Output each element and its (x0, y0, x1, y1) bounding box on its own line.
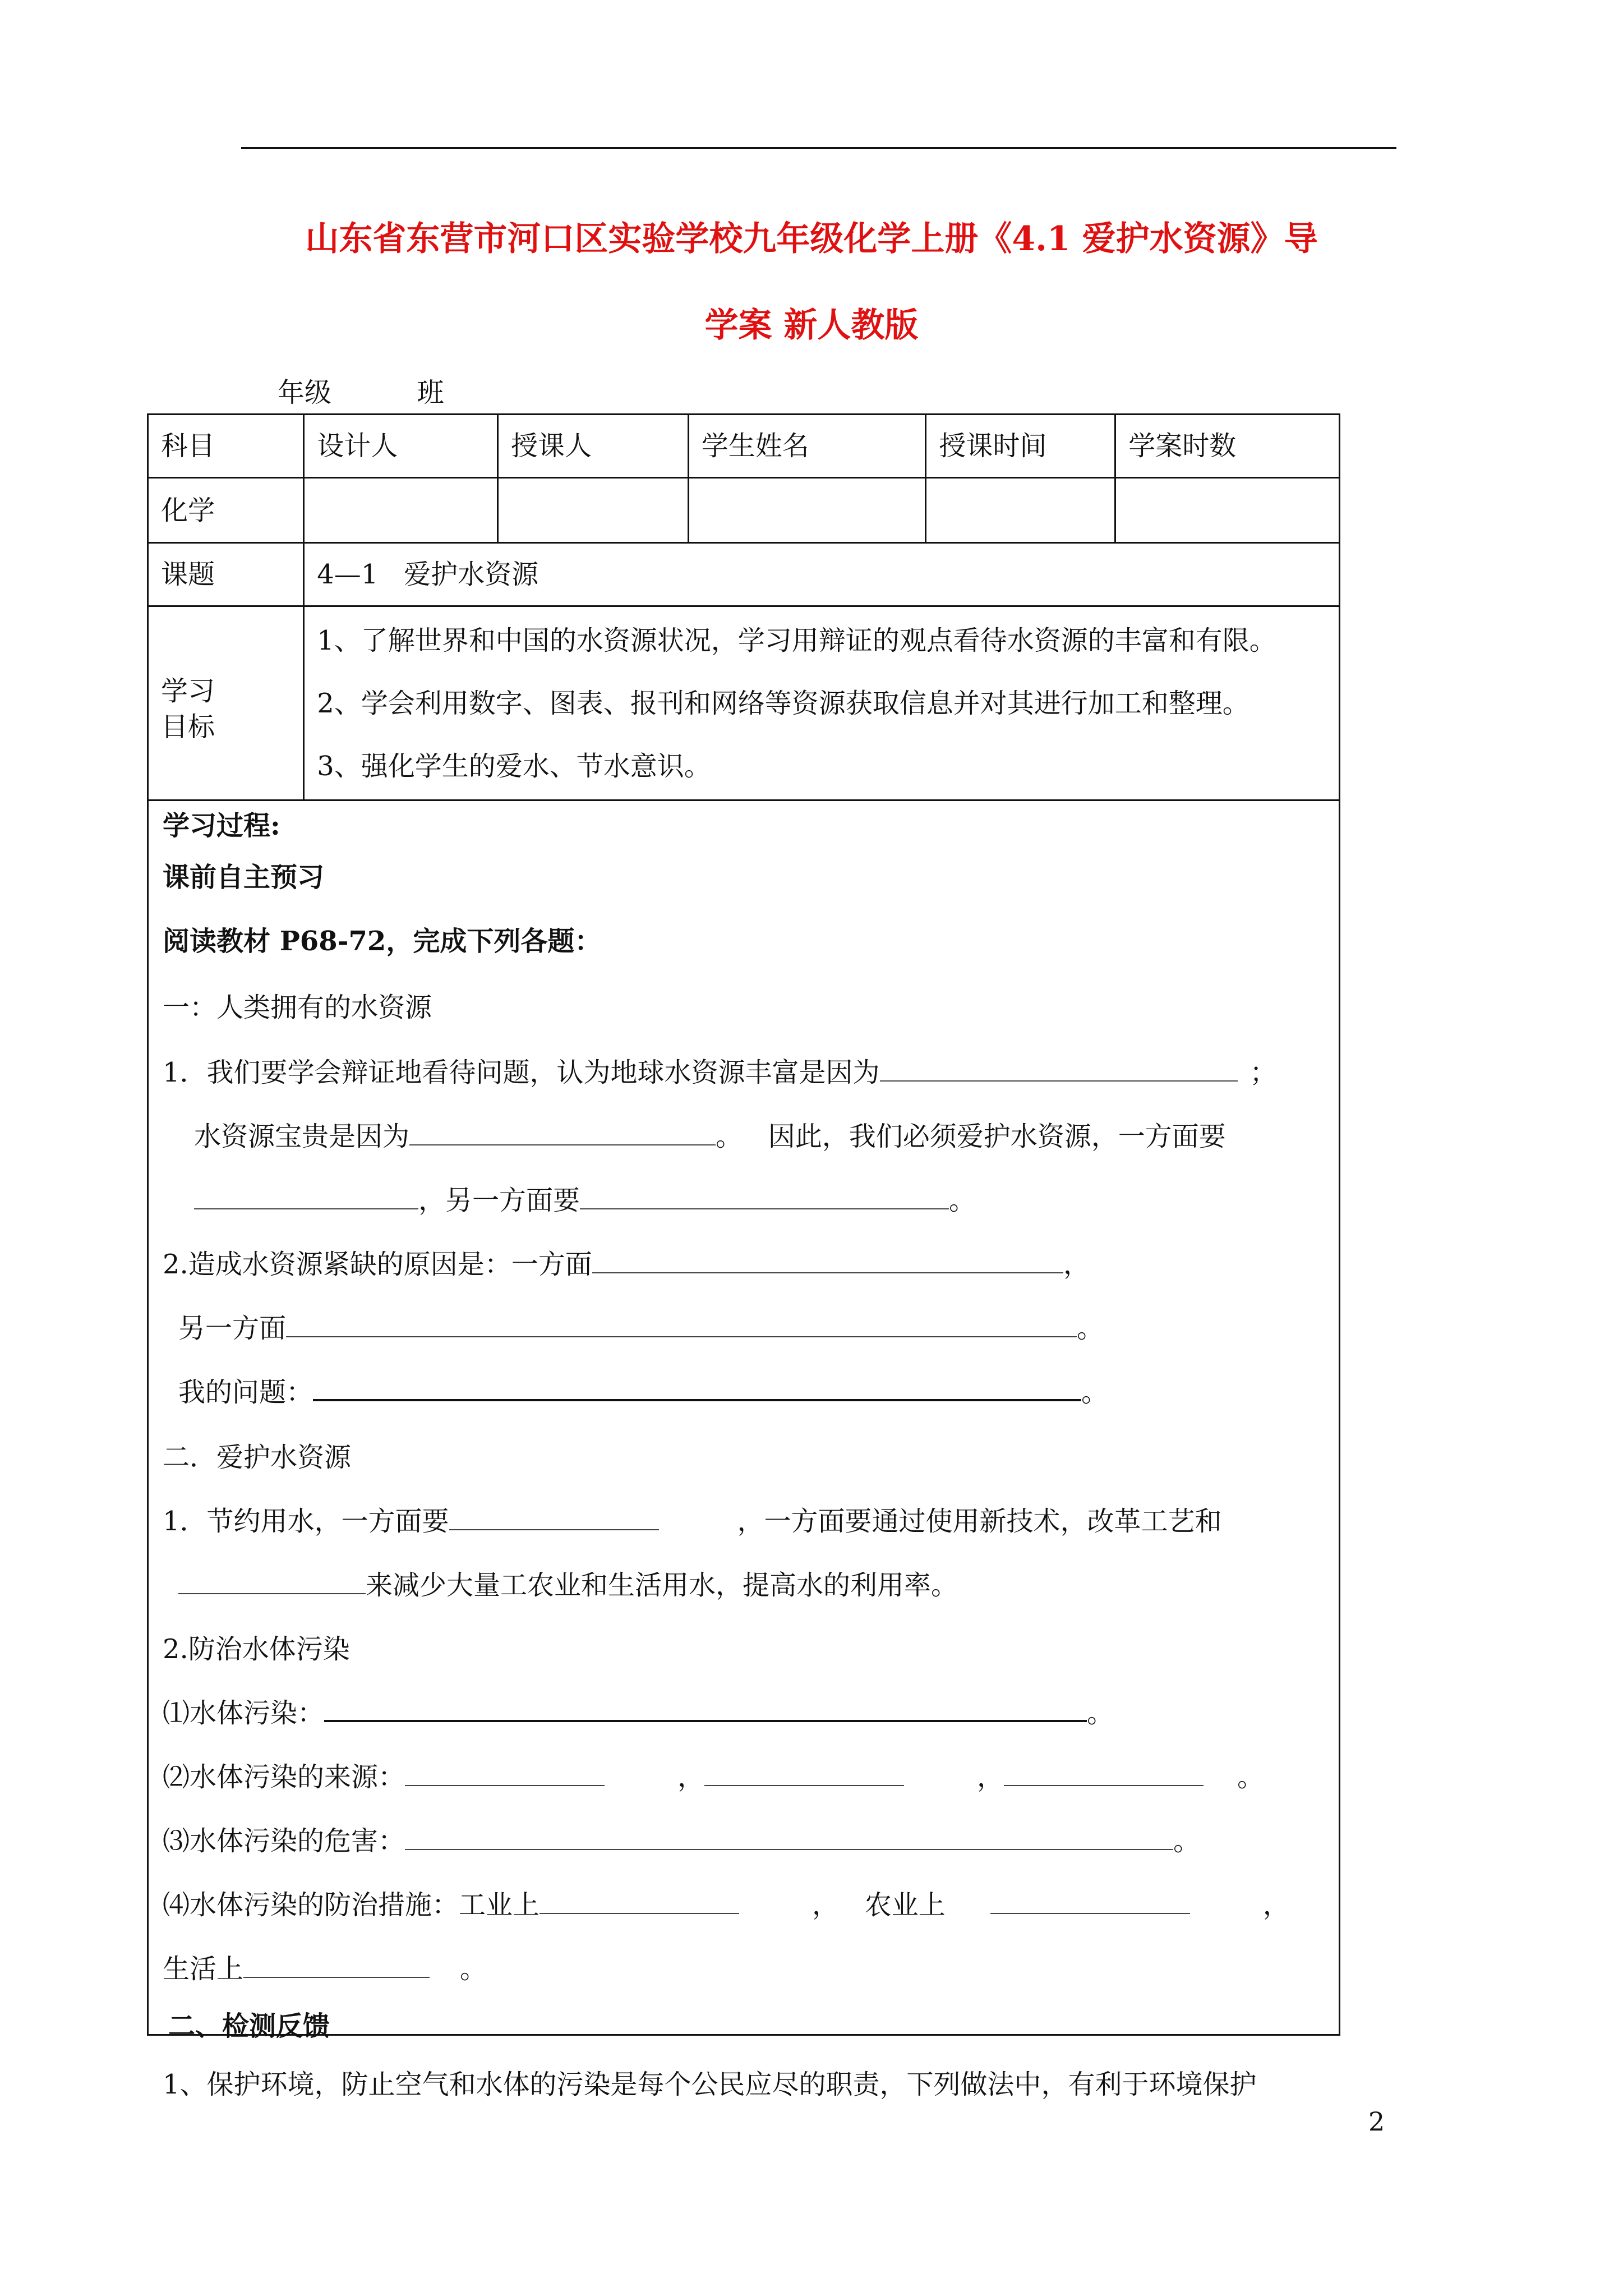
question-text: 1．节约用水，一方面要 (163, 1506, 449, 1537)
reading-instruction: 阅读教材 P68-72，完成下列各题： (163, 926, 602, 957)
question-text: 来减少大量工农业和生活用水，提高水的利用率。 (366, 1570, 958, 1601)
question-2b (178, 1310, 1104, 1346)
my-question-input[interactable] (313, 1374, 1081, 1401)
answer-blank[interactable] (243, 1952, 430, 1978)
question-text: 。 因此，我们必须爱护水资源，一方面要 (716, 1121, 1226, 1152)
answer-blank[interactable] (405, 1824, 1173, 1850)
answer-blank[interactable] (405, 1760, 605, 1786)
punctuation: 。 (1077, 1313, 1104, 1344)
header-cell: 学案时数 (1115, 415, 1340, 478)
document-title: 山东省东营市河口区实验学校九年级化学上册《4.1 爱护水资源》导 (305, 219, 1318, 259)
answer-blank[interactable] (540, 1888, 739, 1914)
punctuation: 。 (1173, 1825, 1201, 1857)
lesson-time-cell (926, 478, 1115, 543)
question-text: 2.造成水资源紧缺的原因是：一方面 (163, 1249, 592, 1280)
question-text: 另一方面 (178, 1313, 287, 1344)
preview-heading: 课前自主预习 (163, 862, 325, 893)
answer-blank[interactable] (409, 1120, 716, 1145)
header-cell: 授课人 (497, 415, 688, 478)
subject-cell: 化学 (148, 478, 304, 543)
question-text: ， 农业上 (812, 1889, 946, 1921)
pollution-measures (163, 1887, 1290, 1923)
punctuation: ； (1249, 1057, 1277, 1088)
lesson-info-table (147, 413, 1340, 801)
header-cell: 授课时间 (926, 415, 1115, 478)
question-text: ⑵水体污染的来源： (163, 1761, 405, 1793)
question-text: ⑴水体污染： (163, 1697, 325, 1729)
punctuation: ， (1262, 1889, 1290, 1921)
topic-label: 课题 (148, 543, 304, 606)
punctuation: 。 (1237, 1761, 1265, 1793)
student-name-cell (688, 478, 926, 543)
punctuation: ， (977, 1761, 1004, 1793)
section1-title: 一：人类拥有的水资源 (163, 992, 432, 1023)
answer-blank[interactable] (324, 1695, 1087, 1722)
goals-label (148, 606, 304, 800)
question-text: 水资源宝贵是因为 (194, 1121, 410, 1152)
question-text: 1．我们要学会辩证地看待问题，认为地球水资源丰富是因为 (163, 1057, 880, 1088)
header-cell: 学生姓名 (688, 415, 926, 478)
goals-label-line: 学习 (161, 675, 215, 707)
page-number: 2 (1368, 2106, 1385, 2137)
question-1c (194, 1182, 976, 1218)
header-rule (241, 147, 1396, 149)
pollution-harm (163, 1823, 1200, 1859)
punctuation: ， (677, 1761, 705, 1793)
question-text: 生活上 (163, 1953, 244, 1985)
answer-blank[interactable] (449, 1504, 659, 1530)
grade-class-line: 年级 班 (278, 377, 444, 408)
section3-title: 二、检测反馈 (168, 2010, 330, 2042)
question-text: ，一方面要通过使用新技术，改革工艺和 (737, 1506, 1222, 1537)
goal-item: 3、强化学生的爱水、节水意识。 (317, 750, 711, 782)
goals-row (148, 606, 1340, 800)
lesson-hours-cell (1115, 478, 1340, 543)
s2-question-1b (178, 1567, 958, 1603)
answer-blank[interactable] (704, 1760, 904, 1786)
process-heading: 学习过程: (163, 810, 280, 841)
header-cell: 设计人 (304, 415, 498, 478)
question-1b (194, 1119, 1226, 1154)
answer-blank[interactable] (194, 1184, 418, 1209)
answer-blank[interactable] (990, 1888, 1190, 1914)
question-text: 我的问题： (178, 1377, 313, 1408)
teacher-cell (497, 478, 688, 543)
question-1a (163, 1055, 1277, 1091)
header-cell: 科目 (148, 415, 304, 478)
answer-blank[interactable] (178, 1568, 366, 1594)
answer-blank[interactable] (592, 1248, 1063, 1273)
my-question (178, 1374, 1108, 1410)
pollution-measures-life (163, 1951, 487, 1987)
designer-cell (304, 478, 498, 543)
answer-blank[interactable] (580, 1184, 949, 1209)
question-text: ，另一方面要 (418, 1185, 580, 1216)
subject-row (148, 478, 1340, 543)
section2-title: 二．爱护水资源 (163, 1442, 352, 1473)
s2-question-2-title: 2.防治水体污染 (163, 1634, 350, 1665)
table-header-row (148, 415, 1340, 478)
s2-question-1a (163, 1503, 1222, 1539)
question-text: ⑶水体污染的危害： (163, 1825, 405, 1857)
question-2a (163, 1246, 1090, 1282)
goal-item: 2、学会利用数字、图表、报刊和网络等资源获取信息并对其进行加工和整理。 (317, 687, 1249, 719)
document-title-continued: 学案 新人教版 (704, 306, 919, 345)
pollution-definition (163, 1695, 1114, 1731)
answer-blank[interactable] (286, 1312, 1077, 1337)
punctuation: 。 (949, 1185, 976, 1216)
punctuation: ， (1063, 1249, 1090, 1280)
topic-value: 4—1 爱护水资源 (304, 543, 1340, 606)
answer-blank[interactable] (880, 1056, 1238, 1082)
answer-blank[interactable] (1004, 1760, 1204, 1786)
topic-row (148, 543, 1340, 606)
punctuation: 。 (1081, 1377, 1109, 1408)
punctuation: 。 (1087, 1697, 1114, 1729)
punctuation: 。 (460, 1953, 487, 1985)
goals-cell (304, 606, 1340, 800)
feedback-question-1: 1、保护环境，防止空气和水体的污染是每个公民应尽的职责，下列做法中，有利于环境保护 (163, 2069, 1257, 2100)
question-text: ⑷水体污染的防治措施：工业上 (163, 1889, 540, 1921)
goals-label-line: 目标 (161, 711, 215, 743)
pollution-sources (163, 1759, 1264, 1795)
goal-item: 1、了解世界和中国的水资源状况，学习用辩证的观点看待水资源的丰富和有限。 (317, 624, 1276, 656)
